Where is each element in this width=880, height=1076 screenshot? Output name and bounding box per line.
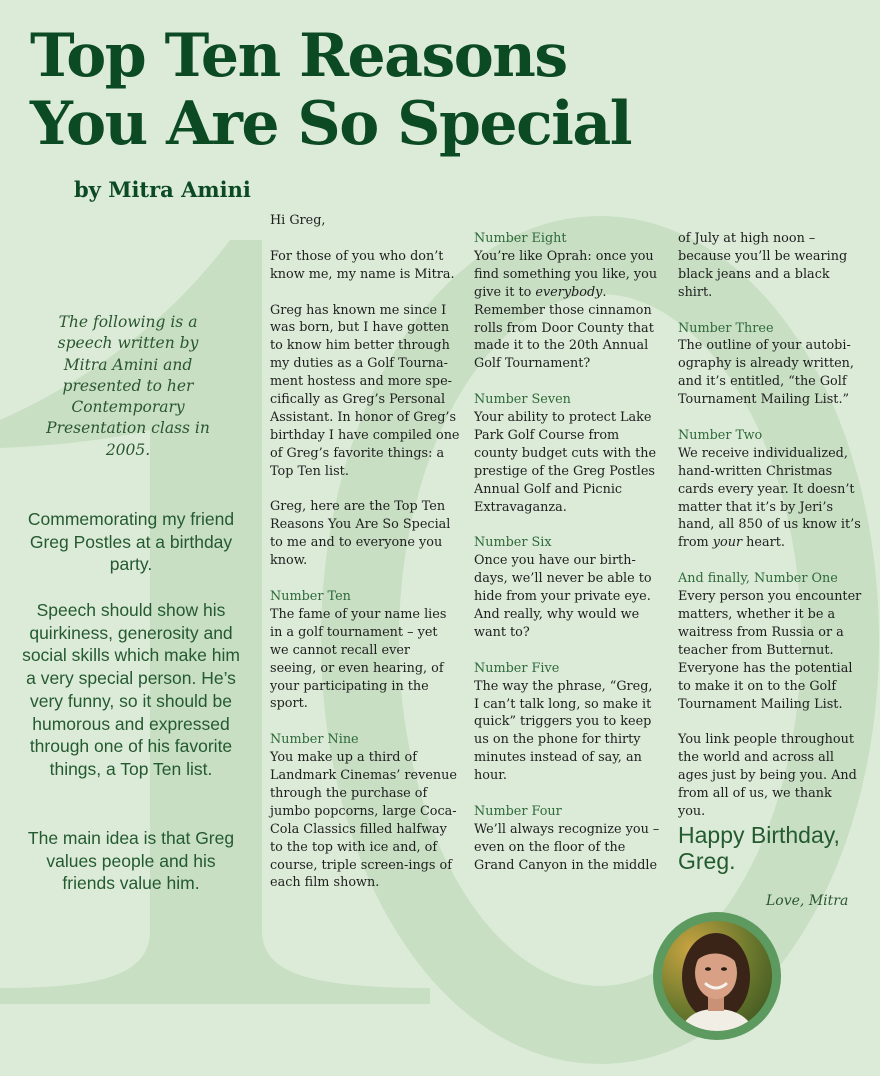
reason-ten-heading: Number Ten — [270, 588, 351, 604]
reason-two-text-b: heart. — [742, 535, 785, 551]
reason-two — [678, 427, 862, 552]
greeting: Hi Greg, — [270, 213, 326, 228]
title-line-2: You Are So Special — [30, 89, 632, 159]
reason-eight-text-a: You’re like Oprah: once you find something you like, you give it to — [474, 248, 658, 300]
reason-six-heading: Number Six — [474, 535, 552, 551]
byline: by Mitra Amini — [74, 177, 251, 202]
reason-ten-text: The fame of your name lies in a golf tournament – yet we cannot recall ever seeing, or even hearing, of your participating in the sport. — [270, 606, 447, 712]
reason-eight — [474, 230, 660, 373]
reason-eight-heading: Number Eight — [474, 231, 567, 246]
reason-one-heading: And finally, Number One — [678, 571, 838, 587]
happy-birthday — [678, 822, 840, 874]
reason-five — [474, 660, 660, 785]
reason-seven-text: Your ability to protect Lake Park Golf Course from county budget cuts with the prestige of the Greg Postles Annual Golf and Picnic Extravaganza. — [474, 410, 657, 515]
reason-three-heading: Number Three — [678, 320, 774, 336]
reason-five-text: The way the phrase, “Greg, I can’t talk long, so make it quick” triggers you to keep us on the phone for thirty minutes instead of say, an hour. — [474, 678, 653, 784]
page-title — [30, 22, 631, 158]
reason-one — [678, 570, 862, 713]
reason-four-text: We’ll always recognize you – even on the floor of the Grand Canyon in the middle — [474, 821, 660, 873]
paragraph-intro: For those of you who don’t know me, my name is Mitra. — [270, 248, 455, 282]
signature: Love, Mitra — [766, 893, 849, 909]
author-photo — [652, 911, 782, 1041]
reason-nine-text: You make up a third of Landmark Cinemas’ revenue through the purchase of jumbo popcorns, large Coca-Cola Classics filled halfway to the top with ice and, of course, triple screen-ings of each film shown. — [270, 750, 457, 891]
reason-four-continued: of July at high noon – because you’ll be wearing black jeans and a black shirt. — [678, 231, 848, 300]
reason-eight-text-b: . Remember those cinnamon rolls from Door County that made it to the 20th Annual Golf Tournament? — [474, 284, 654, 372]
reason-six-text: Once you have our birth-days, we’ll never be able to hide from your private eye. And really, why would we want to? — [474, 553, 652, 640]
happy-birthday-line-1: Happy Birthday, — [678, 822, 840, 848]
reason-two-text-a: We receive individualized, hand-written Christmas cards every year. It doesn’t matter that it’s by Jeri’s hand, all 850 of us know it’s from — [678, 445, 861, 551]
reason-four-heading: Number Four — [474, 803, 562, 819]
column-2 — [474, 230, 660, 892]
closing-paragraph: You link people throughout the world and across all ages just by being you. And from all of us, we thank you. — [678, 732, 857, 819]
paragraph-lead-in: Greg, here are the Top Ten Reasons You Are So Special to me and to everyone you know. — [270, 499, 451, 569]
reason-eight-emphasis: everybody — [535, 284, 603, 300]
note-main-idea: The main idea is that Greg values people and his friends value him. — [27, 828, 235, 894]
title-line-1: Top Ten Reasons — [30, 21, 567, 91]
reason-one-text: Every person you encounter matters, whether it be a waitress from Russia or a teacher from Butternut. Everyone has the potential to make it on to the Golf Tournament Mailing List. — [678, 589, 862, 712]
reason-six — [474, 534, 660, 641]
note-occasion: Commemorating my friend Greg Postles at a birthday party. — [27, 509, 235, 575]
reason-ten — [270, 588, 460, 713]
column-3 — [678, 230, 862, 839]
reason-seven — [474, 391, 660, 516]
reason-two-emphasis: your — [712, 535, 743, 551]
reason-nine — [270, 731, 460, 892]
happy-birthday-line-2: Greg. — [678, 848, 736, 874]
note-speech: Speech should show his quirkiness, generosity and social skills which make him a very special person. He’s very funny, so it should be humorous and expressed through one of his favorite things, a Top Ten list. — [22, 600, 240, 779]
reason-three — [678, 320, 862, 410]
reason-two-heading: Number Two — [678, 427, 763, 443]
intro-text: The following is a speech written by Mitra Amini and presented to her Contemporary Presentation class in 2005. — [46, 313, 210, 459]
column-1 — [270, 212, 460, 910]
reason-seven-heading: Number Seven — [474, 392, 571, 408]
reason-three-text: The outline of your autobi-ography is already written, and it’s entitled, “the Golf Tournament Mailing List.” — [678, 338, 854, 408]
reason-five-heading: Number Five — [474, 660, 560, 676]
paragraph-background: Greg has known me since I was born, but I have gotten to know him better through my duties as a Golf Tourna-ment hostess and more spe-cifically as Greg’s Personal Assistant. In honor of Greg’s birthday I have compiled one of Greg’s favorite things: a Top Ten list. — [270, 302, 460, 479]
reason-four — [474, 803, 660, 875]
reason-nine-heading: Number Nine — [270, 732, 359, 748]
